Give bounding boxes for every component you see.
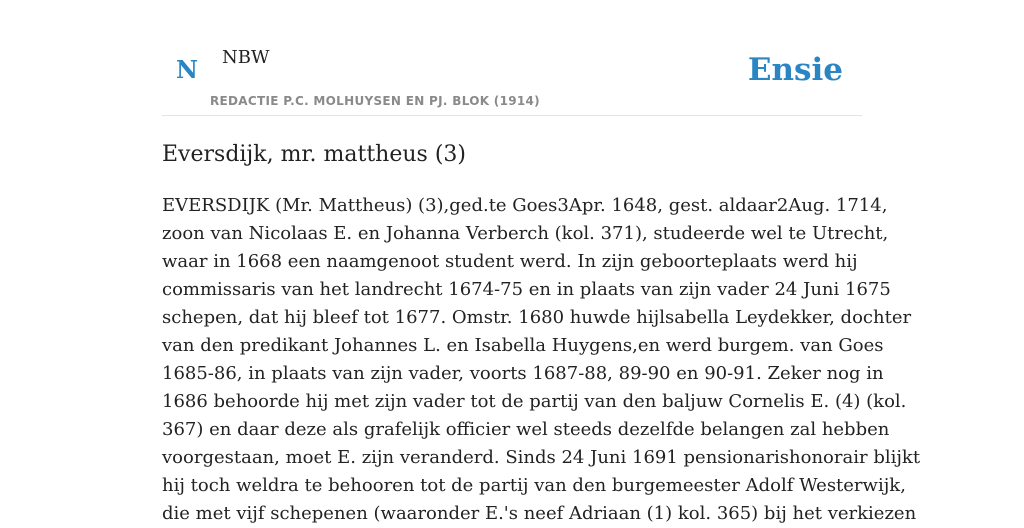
brand-logo[interactable]: Ensie xyxy=(747,52,843,88)
article-line: 1686 behoorde hij met zijn vader tot de partij van den baljuw Cornelis E. (4) (kol. xyxy=(162,391,907,412)
article-line: EVERSDIJK (Mr. Mattheus) (3),ged.te Goes3Apr. 1648, gest. aldaar2Aug. 1714, xyxy=(162,195,888,216)
article-line: waar in 1668 een naamgenoot student werd. In zijn geboorteplaats werd hij xyxy=(162,251,858,272)
article-line: schepen, dat hij bleef tot 1677. Omstr. 1680 huwde hijlsabella Leydekker, dochter xyxy=(162,307,912,328)
article-line: van den predikant Johannes L. en Isabella Huygens,en werd burgem. van Goes xyxy=(162,335,884,356)
source-title[interactable]: NBW xyxy=(222,47,270,68)
article-line: voorgestaan, moet E. zijn veranderd. Sinds 24 Juni 1691 pensionarishonorair blijkt xyxy=(162,447,921,468)
article-line: zoon van Nicolaas E. en Johanna Verberch (kol. 371), studeerde wel te Utrecht, xyxy=(162,223,889,244)
article-line: hij toch weldra te behooren tot de partij van den burgemeester Adolf Westerwijk, xyxy=(162,475,906,496)
source-logo[interactable]: N xyxy=(176,55,198,84)
source-subtitle: REDACTIE P.C. MOLHUYSEN EN PJ. BLOK (1914) xyxy=(210,94,540,108)
article-line: 367) en daar deze als grafelijk officier wel steeds dezelfde belangen zal hebben xyxy=(162,419,890,440)
article-title: Eversdijk, mr. mattheus (3) xyxy=(162,142,466,167)
article-line: die met vijf schepenen (waaronder E.'s neef Adriaan (1) kol. 365) bij het verkiezen xyxy=(162,503,917,524)
article-line: 1685-86, in plaats van zijn vader, voorts 1687-88, 89-90 en 90-91. Zeker nog in xyxy=(162,363,884,384)
article-body xyxy=(162,192,921,528)
article-line: commissaris van het landrecht 1674-75 en in plaats van zijn vader 24 Juni 1675 xyxy=(162,279,891,300)
source-header xyxy=(162,0,862,116)
